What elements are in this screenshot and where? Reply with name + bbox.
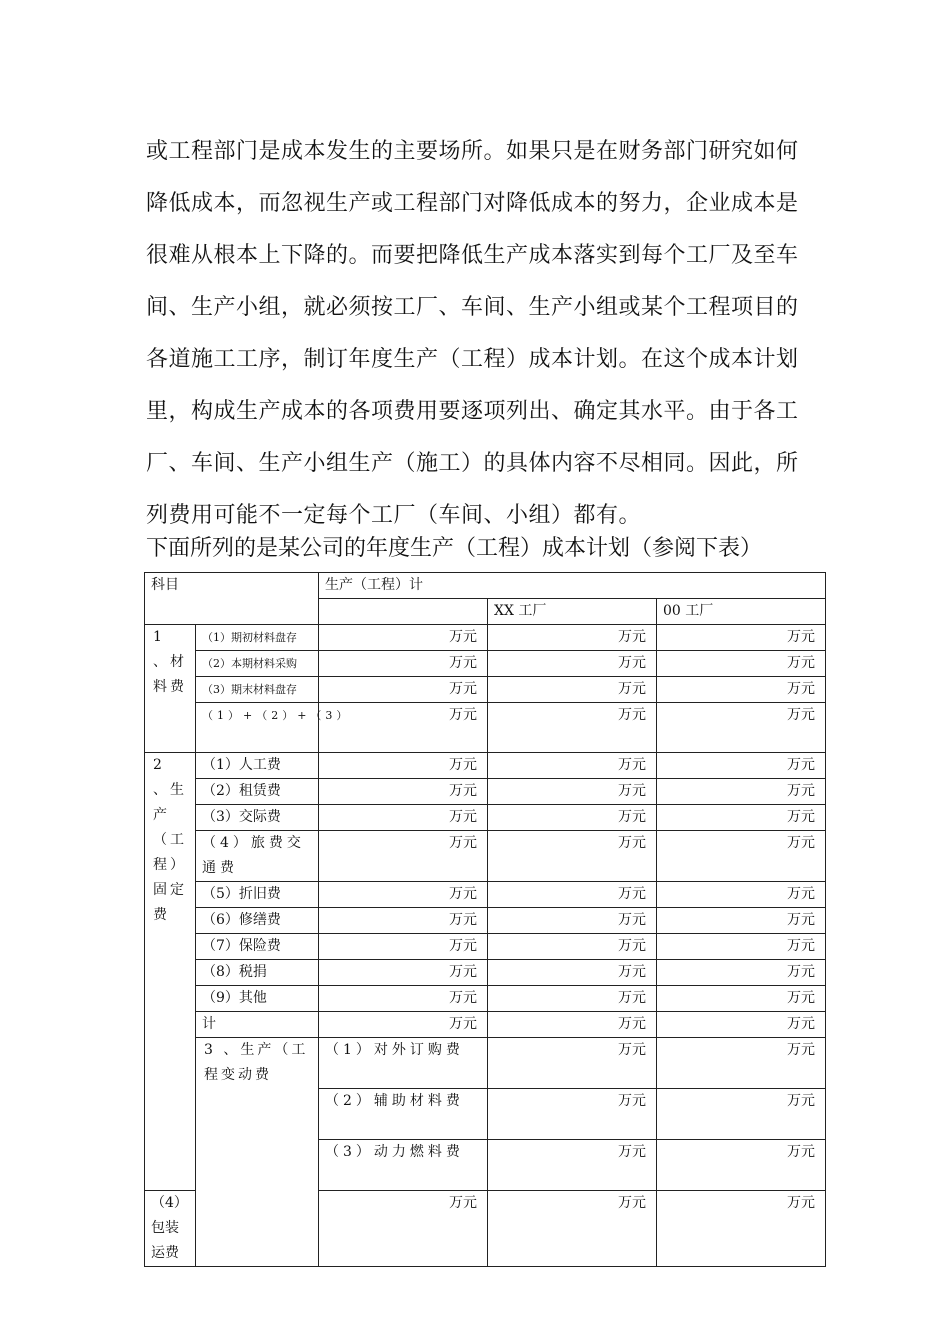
amount-cell: 万元 [488, 625, 657, 651]
amount-cell: 万元 [488, 908, 657, 934]
table-row [145, 934, 826, 960]
amount-cell: 万元 [657, 651, 826, 677]
cost-plan-table [144, 572, 826, 1267]
amount-cell: 万元 [319, 779, 488, 805]
table-row [145, 960, 826, 986]
amount-cell: 万元 [657, 1012, 826, 1038]
amount-cell: 万元 [657, 882, 826, 908]
table-header-row [145, 573, 826, 599]
amount-cell: 万元 [488, 831, 657, 882]
header-factory-xx: XX 工厂 [488, 599, 657, 625]
item-cell: （2）本期材料采购 [196, 651, 319, 677]
amount-cell: 万元 [488, 1012, 657, 1038]
amount-cell: 万元 [319, 703, 488, 753]
item-cell: （4）包装运费 [145, 1191, 196, 1267]
amount-cell: 万元 [657, 1191, 826, 1267]
amount-cell: 万元 [319, 753, 488, 779]
amount-cell: 万元 [488, 753, 657, 779]
table-row [145, 1038, 826, 1089]
paragraph-line: 里，构成生产成本的各项费用要逐项列出、确定其水平。由于各工 [146, 399, 799, 424]
item-cell: （9）其他 [196, 986, 319, 1012]
amount-cell: 万元 [657, 753, 826, 779]
item-cell: （1）+（2）+（3） [196, 703, 319, 753]
paragraph-line: 各道施工工序，制订年度生产（工程）成本计划。在这个成本计划 [146, 347, 799, 372]
table-row [145, 986, 826, 1012]
amount-cell: 万元 [488, 1191, 657, 1267]
amount-cell: 万元 [657, 960, 826, 986]
amount-cell: 万元 [488, 805, 657, 831]
amount-cell: 万元 [319, 1191, 488, 1267]
table-row [145, 753, 826, 779]
amount-cell: 万元 [488, 986, 657, 1012]
item-cell: （1）对外订购费 [319, 1038, 488, 1089]
table-row [145, 677, 826, 703]
table-row [145, 831, 826, 882]
amount-cell: 万元 [657, 934, 826, 960]
amount-cell: 万元 [319, 677, 488, 703]
amount-cell: 万元 [488, 677, 657, 703]
item-cell: （8）税捐 [196, 960, 319, 986]
paragraph-line: 列费用可能不一定每个工厂（车间、小组）都有。 [146, 503, 642, 528]
amount-cell: 万元 [488, 1089, 657, 1140]
paragraph-line: 很难从根本上下降的。而要把降低生产成本落实到每个工厂及至车 [146, 243, 799, 268]
item-cell: （1）期初材料盘存 [196, 625, 319, 651]
amount-cell: 万元 [319, 625, 488, 651]
paragraph-line: 或工程部门是成本发生的主要场所。如果只是在财务部门研究如何 [146, 139, 799, 164]
item-cell: （1）人工费 [196, 753, 319, 779]
amount-cell: 万元 [488, 934, 657, 960]
header-total: 生产（工程）计 [319, 573, 826, 599]
amount-cell: 万元 [319, 831, 488, 882]
amount-cell: 万元 [488, 1140, 657, 1191]
category-cell: 3 、生产（工程变动费 [196, 1038, 319, 1267]
table-row [145, 625, 826, 651]
amount-cell: 万元 [657, 1140, 826, 1191]
amount-cell: 万元 [488, 651, 657, 677]
amount-cell: 万元 [319, 986, 488, 1012]
amount-cell: 万元 [657, 625, 826, 651]
body-paragraph [146, 126, 808, 542]
amount-cell: 万元 [657, 1089, 826, 1140]
amount-cell: 万元 [319, 908, 488, 934]
table-row [145, 1012, 826, 1038]
table-row [145, 779, 826, 805]
paragraph-line: 降低成本，而忽视生产或工程部门对降低成本的努力，企业成本是 [146, 191, 799, 216]
item-cell: （3）动力燃料费 [319, 1140, 488, 1191]
amount-cell: 万元 [488, 882, 657, 908]
amount-cell: 万元 [657, 779, 826, 805]
item-cell: （7）保险费 [196, 934, 319, 960]
amount-cell: 万元 [657, 908, 826, 934]
header-factory-00: 00 工厂 [657, 599, 826, 625]
amount-cell: 万元 [657, 805, 826, 831]
amount-cell: 万元 [319, 882, 488, 908]
amount-cell: 万元 [319, 805, 488, 831]
paragraph-line: 厂、车间、生产小组生产（施工）的具体内容不尽相同。因此，所 [146, 451, 799, 476]
amount-cell: 万元 [657, 703, 826, 753]
amount-cell: 万元 [657, 677, 826, 703]
table-row [145, 805, 826, 831]
table-caption: 下面所列的是某公司的年度生产（工程）成本计划（参阅下表） [146, 536, 763, 561]
amount-cell: 万元 [319, 934, 488, 960]
amount-cell: 万元 [488, 960, 657, 986]
item-cell: （4）旅费交通费 [196, 831, 319, 882]
paragraph-line: 间、生产小组，就必须按工厂、车间、生产小组或某个工程项目的 [146, 295, 799, 320]
item-cell: （3）交际费 [196, 805, 319, 831]
amount-cell: 万元 [319, 651, 488, 677]
item-cell: （6）修缮费 [196, 908, 319, 934]
amount-cell: 万元 [488, 1038, 657, 1089]
table-row [145, 882, 826, 908]
amount-cell: 万元 [657, 831, 826, 882]
item-cell: （5）折旧费 [196, 882, 319, 908]
amount-cell: 万元 [488, 703, 657, 753]
amount-cell: 万元 [657, 1038, 826, 1089]
item-cell: （3）期末材料盘存 [196, 677, 319, 703]
amount-cell: 万元 [319, 1012, 488, 1038]
table-row [145, 908, 826, 934]
header-total-blank [319, 599, 488, 625]
item-cell: 计 [196, 1012, 319, 1038]
table-row [145, 703, 826, 753]
amount-cell: 万元 [488, 779, 657, 805]
category-cell: 1 、材料费 [145, 625, 196, 753]
header-subject: 科目 [145, 573, 319, 625]
table-row [145, 651, 826, 677]
item-cell: （2）租赁费 [196, 779, 319, 805]
item-cell: （2）辅助材料费 [319, 1089, 488, 1140]
category-cell: 2 、生产（工程）固定费 [145, 753, 196, 1191]
amount-cell: 万元 [319, 960, 488, 986]
amount-cell: 万元 [657, 986, 826, 1012]
